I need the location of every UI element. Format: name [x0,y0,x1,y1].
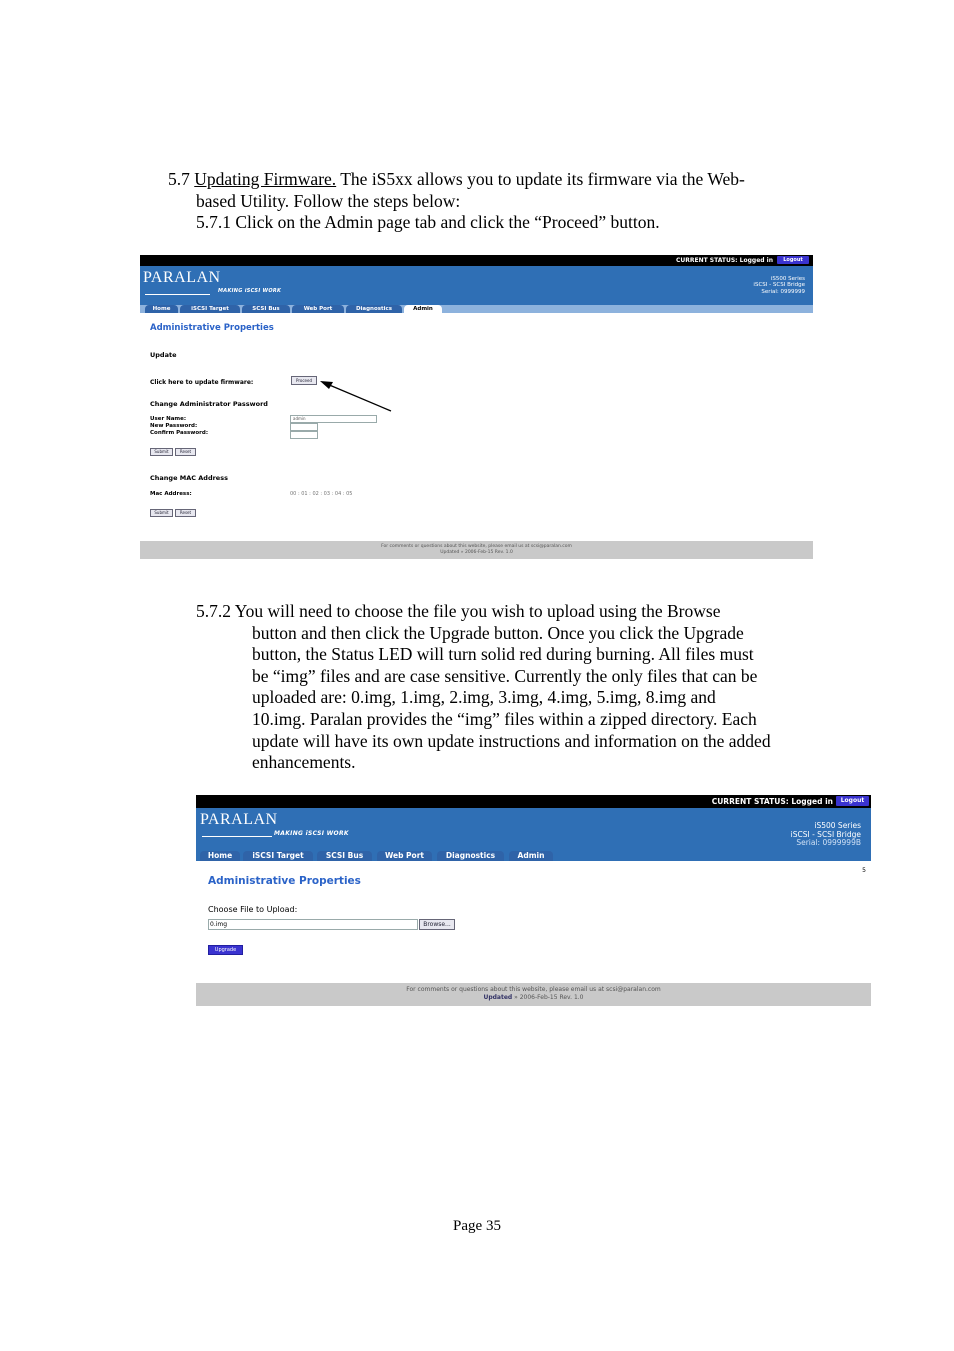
status-label: CURRENT STATUS: Logged in [675,257,773,264]
browse-button[interactable]: Browse... [419,919,455,930]
tab-web-port[interactable]: Web Port [292,305,344,313]
section-heading-line [168,169,808,191]
password-heading: Change Administrator Password [150,400,268,408]
status-label: CURRENT STATUS: Logged in [711,797,833,806]
product-serial: Serial: 0999999 [761,288,805,295]
step-5-7-2-line: enhancements. [252,752,356,773]
product-name: iSCSI - SCSI Bridge [790,829,861,839]
header-banner [196,808,871,847]
step-5-7-2-line: update will have its own update instructions and information on the added [252,730,771,751]
tab-scsi-bus[interactable]: SCSI Bus [242,305,290,313]
proceed-button[interactable]: Proceed [291,376,317,385]
upload-page-screenshot [196,795,871,1006]
section-5-7 [168,169,808,234]
tab-diagnostics[interactable]: Diagnostics [437,851,504,861]
tagline: MAKING iSCSI WORK [274,830,349,837]
tab-admin[interactable]: Admin [404,305,442,313]
product-series: iS500 Series [770,276,805,282]
footer-updated: Updated » 2006-Feb-15 Rev. 1.0 [440,550,513,555]
section-number: 5.7 [168,169,190,189]
corner-mark: 5 [862,867,866,874]
confirm-password-label: Confirm Password: [150,430,209,436]
password-reset-button[interactable]: Reset [175,448,196,456]
upload-footer [196,983,871,1006]
upgrade-button[interactable]: Upgrade [208,945,243,955]
footer-updated-line [196,994,871,1002]
product-serial: Serial: 0999999B [796,838,861,848]
page-title: Administrative Properties [150,323,274,333]
tab-home[interactable]: Home [145,305,178,313]
step-5-7-2-line: 5.7.2 You will need to choose the file you wish to upload using the Browse [196,601,721,621]
footer-updated-label: Updated [483,994,513,1001]
choose-file-label: Choose File to Upload: [208,905,298,914]
product-info [791,822,861,848]
mac-address-label: Mac Address: [150,491,192,497]
tab-scsi-bus[interactable]: SCSI Bus [317,851,372,861]
file-path-input[interactable]: 0.img [208,919,418,930]
upload-content [196,861,871,983]
page-title: Administrative Properties [208,875,361,887]
tagline: MAKING iSCSI WORK [218,288,282,294]
step-5-7-1: 5.7.1 Click on the Admin page tab and click the “Proceed” button. [196,212,660,233]
logout-button[interactable]: Logout [836,796,869,806]
tab-iscsi-target[interactable]: iSCSI Target [243,851,313,861]
step-5-7-2-line: be “img” files and are case sensitive. Currently the only files that can be [252,665,758,686]
paralan-logo: PARALAN [200,811,278,828]
step-5-7-2-line: 10.img. Paralan provides the “img” files within a zipped directory. Each [252,708,757,729]
update-firmware-label: Click here to update firmware: [150,379,254,386]
mac-heading: Change MAC Address [150,474,228,482]
footer-contact: For comments or questions about this website, please email us at scsi@paralan.com [381,544,572,549]
page-number: Page 35 [453,1218,501,1234]
section-intro-cont: based Utility. Follow the steps below: [196,190,461,211]
pointer-arrow-icon [140,255,813,559]
section-intro: The iS5xx allows you to update its firmware via the Web- [336,169,745,189]
status-bar [196,795,871,808]
mac-reset-button[interactable]: Reset [175,509,196,517]
step-5-7-2-line: button and then click the Upgrade button. Once you click the Upgrade [252,622,744,643]
user-name-label: User Name: [150,416,187,422]
tab-diagnostics[interactable]: Diagnostics [346,305,402,313]
password-submit-button[interactable]: Submit [150,448,173,456]
section-title: Updating Firmware. [194,169,337,189]
user-name-input[interactable]: admin [290,415,377,423]
tab-web-port[interactable]: Web Port [377,851,432,861]
tab-admin[interactable]: Admin [509,851,553,861]
tab-iscsi-target[interactable]: iSCSI Target [180,305,240,313]
step-5-7-2 [196,601,816,774]
paralan-logo: PARALAN [143,269,221,286]
new-password-label: New Password: [150,423,198,429]
step-5-7-2-line: button, the Status LED will turn solid red during burning. All files must [252,644,754,665]
product-name: iSCSI - SCSI Bridge [753,282,805,289]
logout-button[interactable]: Logout [777,256,809,264]
update-heading: Update [150,351,177,359]
mac-submit-button[interactable]: Submit [150,509,173,517]
footer-contact: For comments or questions about this website, please email us at scsi@paralan.com [406,986,661,993]
nav-tabs [196,847,871,861]
product-series: iS500 Series [814,821,861,830]
tab-home[interactable]: Home [200,851,240,861]
admin-page-screenshot [140,255,813,559]
step-5-7-2-line: uploaded are: 0.img, 1.img, 2.img, 3.img, 4.img, 5.img, 8.img and [252,687,716,708]
logo-swoosh-icon [202,836,272,837]
footer-updated: » 2006-Feb-15 Rev. 1.0 [512,994,584,1001]
mac-address-value[interactable]: 00 : 01 : 02 : 03 : 04 : 05 [290,491,353,497]
